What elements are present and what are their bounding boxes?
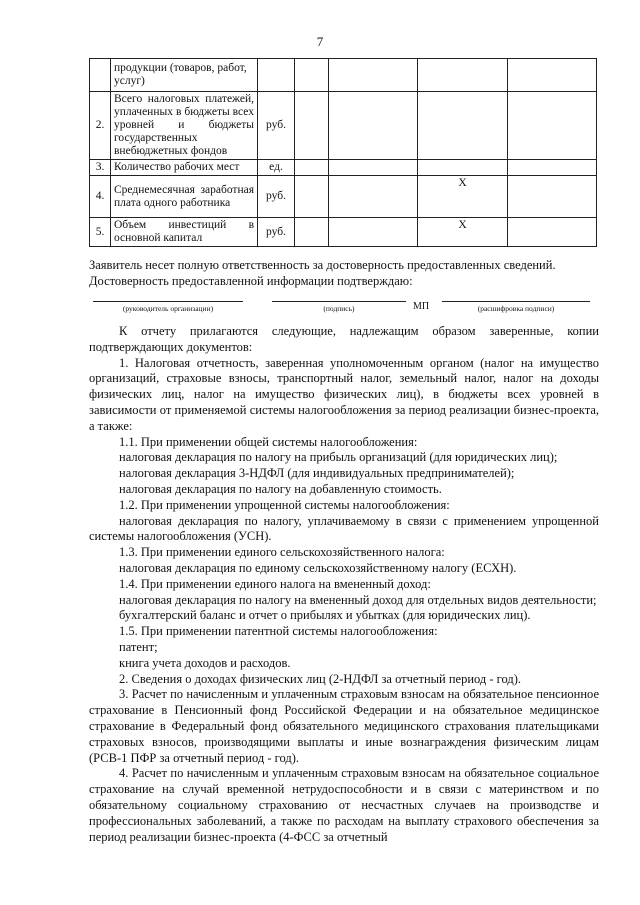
value-cell [295, 59, 329, 92]
row-number: 4. [90, 176, 111, 218]
paragraph: 1.4. При применении единого налога на вмененный доход: [119, 576, 431, 591]
value-cell [507, 176, 596, 218]
value-cell [295, 176, 329, 218]
signature-caption: (подпись) [323, 304, 355, 313]
value-cell [329, 160, 418, 176]
unit-cell [258, 59, 295, 92]
paragraph: налоговая декларация по налогу на добавленную стоимость. [119, 481, 442, 496]
unit-cell: ед. [258, 160, 295, 176]
paragraph: 1.1. При применении общей системы налогообложения: [119, 434, 418, 449]
value-cell [295, 160, 329, 176]
value-cell [507, 59, 596, 92]
head-signature-line [93, 301, 243, 302]
value-cell [329, 92, 418, 160]
value-cell [329, 176, 418, 218]
table-row [90, 176, 597, 218]
value-cell [418, 92, 507, 160]
unit-cell: руб. [258, 92, 295, 160]
value-cell [418, 160, 507, 176]
paragraph: книга учета доходов и расходов. [119, 655, 291, 670]
table-row [90, 92, 597, 160]
paragraph: бухгалтерский баланс и отчет о прибылях и убытках (для юридических лиц). [119, 608, 531, 623]
value-cell [418, 59, 507, 92]
indicators-table [89, 58, 597, 247]
declaration-block [89, 257, 599, 289]
confirmation-statement: Достоверность предоставленной информации подтверждаю: [89, 274, 413, 288]
row-number: 5. [90, 218, 111, 247]
unit-cell: руб. [258, 176, 295, 218]
signature-line [272, 301, 406, 302]
paragraph: 1.5. При применении патентной системы налогообложения: [119, 624, 438, 639]
paragraph: 3. Расчет по начисленным и уплаченным страховым взносам на обязательное пенсионное страхование в Пенсионный фонд Российской Федерации и на обязательное медицинское страхование в Федеральный фонд обязательного медицинского страхования плательщиками страховых взносов, производящими выплаты и иные вознаграждения физическим лицам (РСВ-1 ПФР за отчетный период - год). [89, 687, 599, 765]
paragraph: налоговая декларация 3-НДФЛ (для индивидуальных предпринимателей); [119, 466, 515, 481]
paragraph: 2. Сведения о доходах физических лиц (2-НДФЛ за отчетный период - год). [119, 671, 522, 686]
unit-cell: руб. [258, 218, 295, 247]
head-caption: (руководитель организации) [122, 304, 214, 313]
paragraph: К отчету прилагаются следующие, надлежащим образом заверенные, копии подтверждающих документов: [89, 324, 599, 354]
table-row [90, 59, 597, 92]
row-number: 3. [90, 160, 111, 176]
x-mark: Х [418, 176, 507, 218]
row-number [90, 59, 111, 92]
paragraph: 4. Расчет по начисленным и уплаченным страховым взносам на обязательное социальное страхование на случай временной нетрудоспособности и в связи с материнством и по обязательному социальному страхованию от несчастных случаев на производстве и профессиональных заболеваний, а также по расходам на выплату страхового обеспечения за период реализации бизнес-проекта (4-ФСС за отчетный [89, 766, 599, 844]
indicator-name: Количество рабочих мест [111, 160, 258, 176]
value-cell [507, 92, 596, 160]
paragraph: патент; [119, 639, 158, 654]
paragraph: налоговая декларация по налогу на вмененный доход для отдельных видов деятельности; [119, 592, 597, 607]
indicator-name: Среднемесячная заработная плата одного работника [111, 176, 258, 218]
page-number: 7 [316, 34, 324, 49]
indicator-name: продукции (товаров, работ, услуг) [111, 59, 258, 92]
table-row [90, 218, 597, 247]
x-mark: Х [418, 218, 507, 247]
paragraph: 1. Налоговая отчетность, заверенная уполномоченным органом (налог на имущество организаций, страховые взносы, транспортный налог, земельный налог, налог на доходы физических лиц, налог на имущество физических лиц), в бюджеты всех уровней в зависимости от применяемой системы налогообложения за период реализации бизнес-проекта, а также: [89, 355, 599, 433]
value-cell [507, 218, 596, 247]
paragraph: 1.2. При применении упрощенной системы налогообложения: [119, 497, 450, 512]
attachments-text [89, 324, 599, 845]
row-number: 2. [90, 92, 111, 160]
value-cell [329, 59, 418, 92]
decode-caption: (расшифровка подписи) [477, 304, 555, 313]
value-cell [507, 160, 596, 176]
paragraph: налоговая декларация по налогу, уплачиваемому в связи с применением упрощенной системы налогообложения (УСН). [89, 513, 599, 544]
paragraph: налоговая декларация по единому сельскохозяйственному налогу (ЕСХН). [119, 560, 517, 575]
responsibility-statement: Заявитель несет полную ответственность за достоверность предоставленных сведений. [89, 258, 556, 272]
decode-signature-line [442, 301, 590, 302]
value-cell [329, 218, 418, 247]
stamp-label: МП [413, 301, 430, 312]
indicator-name: Объем инвестиций в основной капитал [111, 218, 258, 247]
value-cell [295, 92, 329, 160]
paragraph: 1.3. При применении единого сельскохозяйственного налога: [119, 545, 445, 560]
paragraph: налоговая декларация по налогу на прибыль организаций (для юридических лиц); [119, 450, 558, 465]
table-row [90, 160, 597, 176]
value-cell [295, 218, 329, 247]
indicator-name: Всего налоговых платежей, уплаченных в бюджеты всех уровней и бюджеты государственных внебюджетных фондов [111, 92, 258, 160]
